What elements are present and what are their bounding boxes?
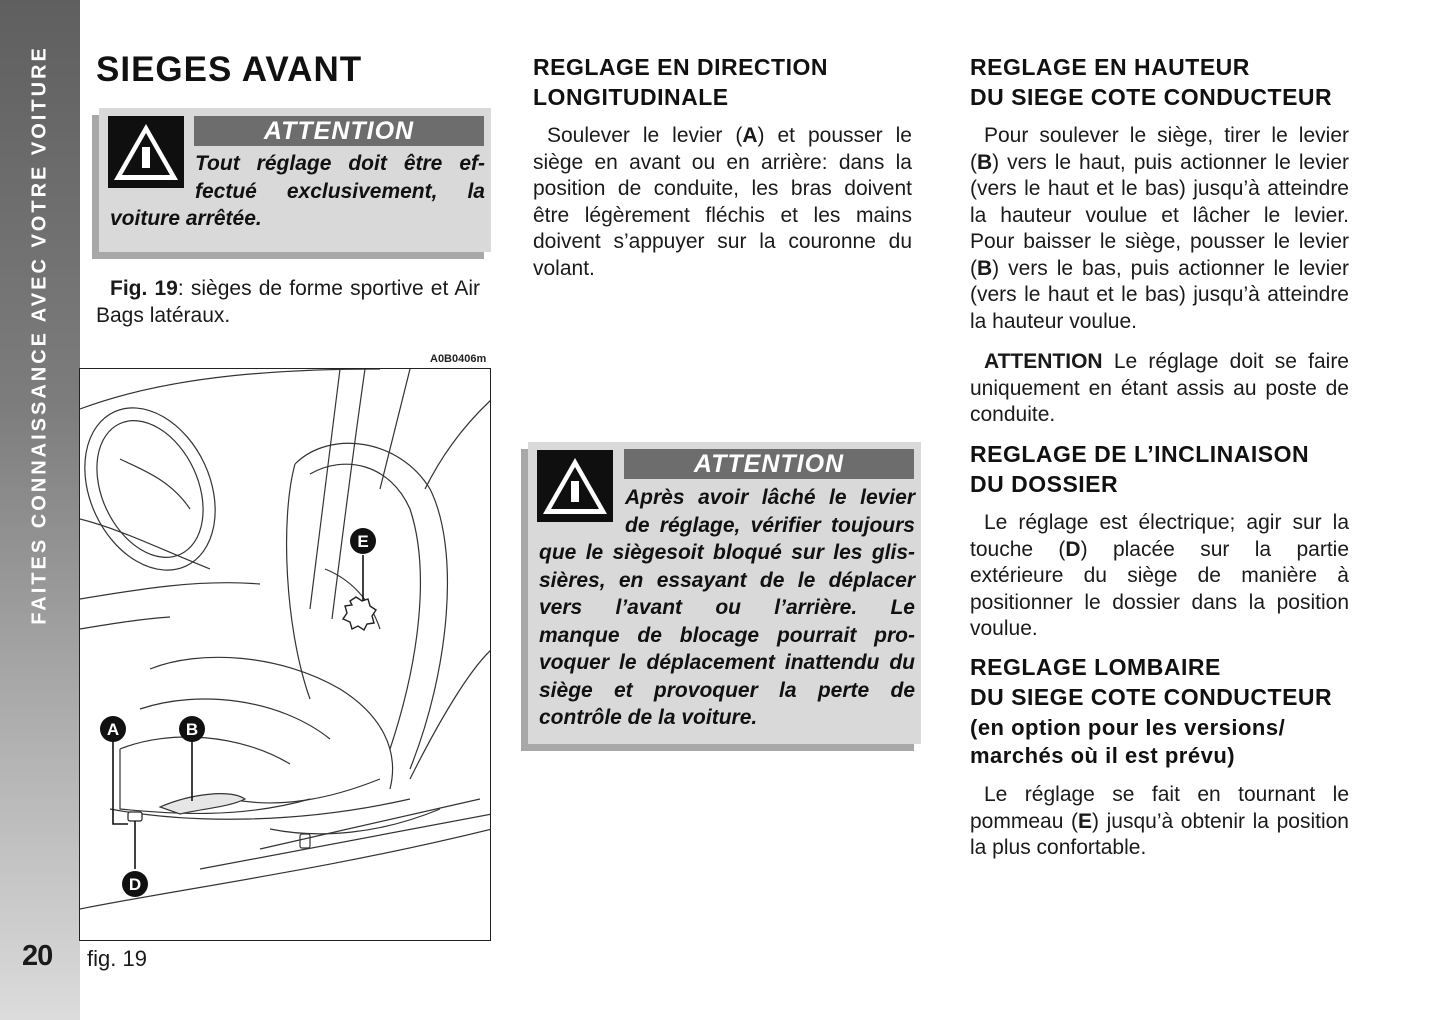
text-run: ) vers le bas, puis actionner le levier (vers le haut et le bas) jusqu’à atteindre la hauteur voulue. bbox=[970, 256, 1349, 333]
text-run: ) et pousser le siège en avant ou en arrière: dans la position de conduite, les bras doivent être légèrement fléchis et les mains doivent s’appuyer sur la couronne du volant. bbox=[533, 124, 912, 280]
text-run: Pour soulever le siège, tirer le levier ( bbox=[970, 124, 1349, 174]
paragraph-longitudinal bbox=[533, 123, 912, 282]
lever-key: A bbox=[742, 124, 758, 147]
callout-e: E bbox=[357, 532, 369, 551]
figure-ref-text: : sièges de forme sportive et Air Bags latéraux. bbox=[96, 277, 480, 327]
warning-line: voiture arrêtée. bbox=[110, 207, 262, 230]
heading-line: DU DOSSIER bbox=[970, 471, 1119, 497]
warning-line: Tout réglage doit être ef- bbox=[195, 152, 485, 175]
page-number: 20 bbox=[22, 940, 53, 972]
heading-subline: (en option pour les versions/ bbox=[970, 715, 1286, 740]
attention-label: ATTENTION bbox=[984, 350, 1103, 373]
button-key: D bbox=[1065, 537, 1081, 561]
warning-text-1a bbox=[195, 150, 485, 205]
knob-key: E bbox=[1078, 809, 1093, 833]
chapter-sidebar bbox=[0, 0, 80, 1020]
warning-triangle-icon bbox=[108, 116, 184, 188]
lever-key: B bbox=[977, 150, 993, 174]
heading-longitudinal bbox=[533, 52, 828, 112]
warning-box-2 bbox=[528, 442, 921, 744]
callout-a: A bbox=[106, 720, 120, 739]
warning-line: de réglage, vérifier toujours bbox=[625, 513, 915, 537]
figure-ref-label: Fig. 19 bbox=[110, 277, 178, 300]
warning-line: contrôle de la voiture. bbox=[539, 706, 758, 729]
text-run: ) placée sur la partie extérieure du siège de manière à positionner le dossier dans la position voulue. bbox=[970, 537, 1349, 640]
warning-label: ATTENTION bbox=[194, 116, 484, 146]
heading-line: REGLAGE EN HAUTEUR bbox=[970, 54, 1250, 80]
warning-triangle-icon bbox=[537, 450, 613, 522]
heading-height bbox=[970, 52, 1332, 112]
seat-illustration bbox=[79, 368, 491, 941]
warning-box-1 bbox=[99, 108, 491, 252]
callout-b: B bbox=[185, 720, 199, 739]
text-run: Le réglage se fait en tournant le pommeau ( bbox=[970, 783, 1349, 833]
chapter-title: FAITES CONNAISSANCE AVEC VOTRE VOITURE bbox=[28, 45, 51, 625]
warning-line: que le siègesoit bloqué sur les glis- bbox=[539, 541, 915, 564]
text-run: ) vers le haut, puis actionner le levier (vers le haut et le bas) jusqu’à atteindre la hauteur voulue et lâcher le levier. Pour baisser le siège, pousser le levier ( bbox=[970, 150, 1349, 280]
callout-d: D bbox=[128, 875, 142, 894]
warning-line: Après avoir lâché le levier bbox=[625, 486, 915, 509]
paragraph-height bbox=[970, 123, 1349, 429]
page-title: SIEGES AVANT bbox=[96, 50, 363, 89]
paragraph-lumbar bbox=[970, 782, 1349, 862]
warning-label: ATTENTION bbox=[624, 449, 914, 479]
text-run: ) jusqu’à obtenir la position la plus confortable. bbox=[970, 809, 1349, 859]
heading-line: LONGITUDINALE bbox=[533, 84, 729, 110]
heading-line: REGLAGE DE L’INCLINAISON bbox=[970, 441, 1310, 467]
seat-line-drawing bbox=[80, 369, 491, 941]
text-run: Le réglage doit se faire uniquement en étant assis au poste de conduite. bbox=[970, 350, 1349, 426]
heading-line: DU SIEGE COTE CONDUCTEUR bbox=[970, 84, 1333, 110]
warning-text-1b bbox=[110, 205, 485, 233]
heading-line: REGLAGE EN DIRECTION bbox=[533, 54, 828, 80]
text-run: Le réglage est électrique; agir sur la touche ( bbox=[970, 511, 1349, 561]
heading-line: DU SIEGE COTE CONDUCTEUR bbox=[970, 684, 1333, 710]
warning-line: manque de blocage pourrait pro- bbox=[539, 623, 915, 647]
warning-text-2a bbox=[625, 484, 915, 539]
warning-line: fectué exclusivement, la bbox=[195, 179, 485, 203]
warning-line: siège et provoquer la perte de bbox=[539, 678, 915, 702]
heading-subline: marchés où il est prévu) bbox=[970, 743, 1236, 768]
warning-line: voquer le déplacement inattendu du bbox=[539, 651, 915, 674]
figure-code: A0B0406m bbox=[430, 353, 487, 365]
warning-line: sières, en essayant de le déplacer bbox=[539, 568, 915, 592]
heading-line: REGLAGE LOMBAIRE bbox=[970, 654, 1221, 680]
figure-reference bbox=[96, 276, 480, 329]
heading-lumbar bbox=[970, 652, 1332, 770]
text-run: Soulever le levier ( bbox=[547, 124, 743, 147]
warning-line: vers l’avant ou l’arrière. Le bbox=[539, 596, 915, 619]
paragraph-backrest bbox=[970, 510, 1349, 643]
lever-key: B bbox=[977, 256, 993, 280]
figure-caption: fig. 19 bbox=[87, 946, 147, 971]
warning-text-2b bbox=[539, 539, 915, 732]
heading-backrest bbox=[970, 439, 1309, 499]
